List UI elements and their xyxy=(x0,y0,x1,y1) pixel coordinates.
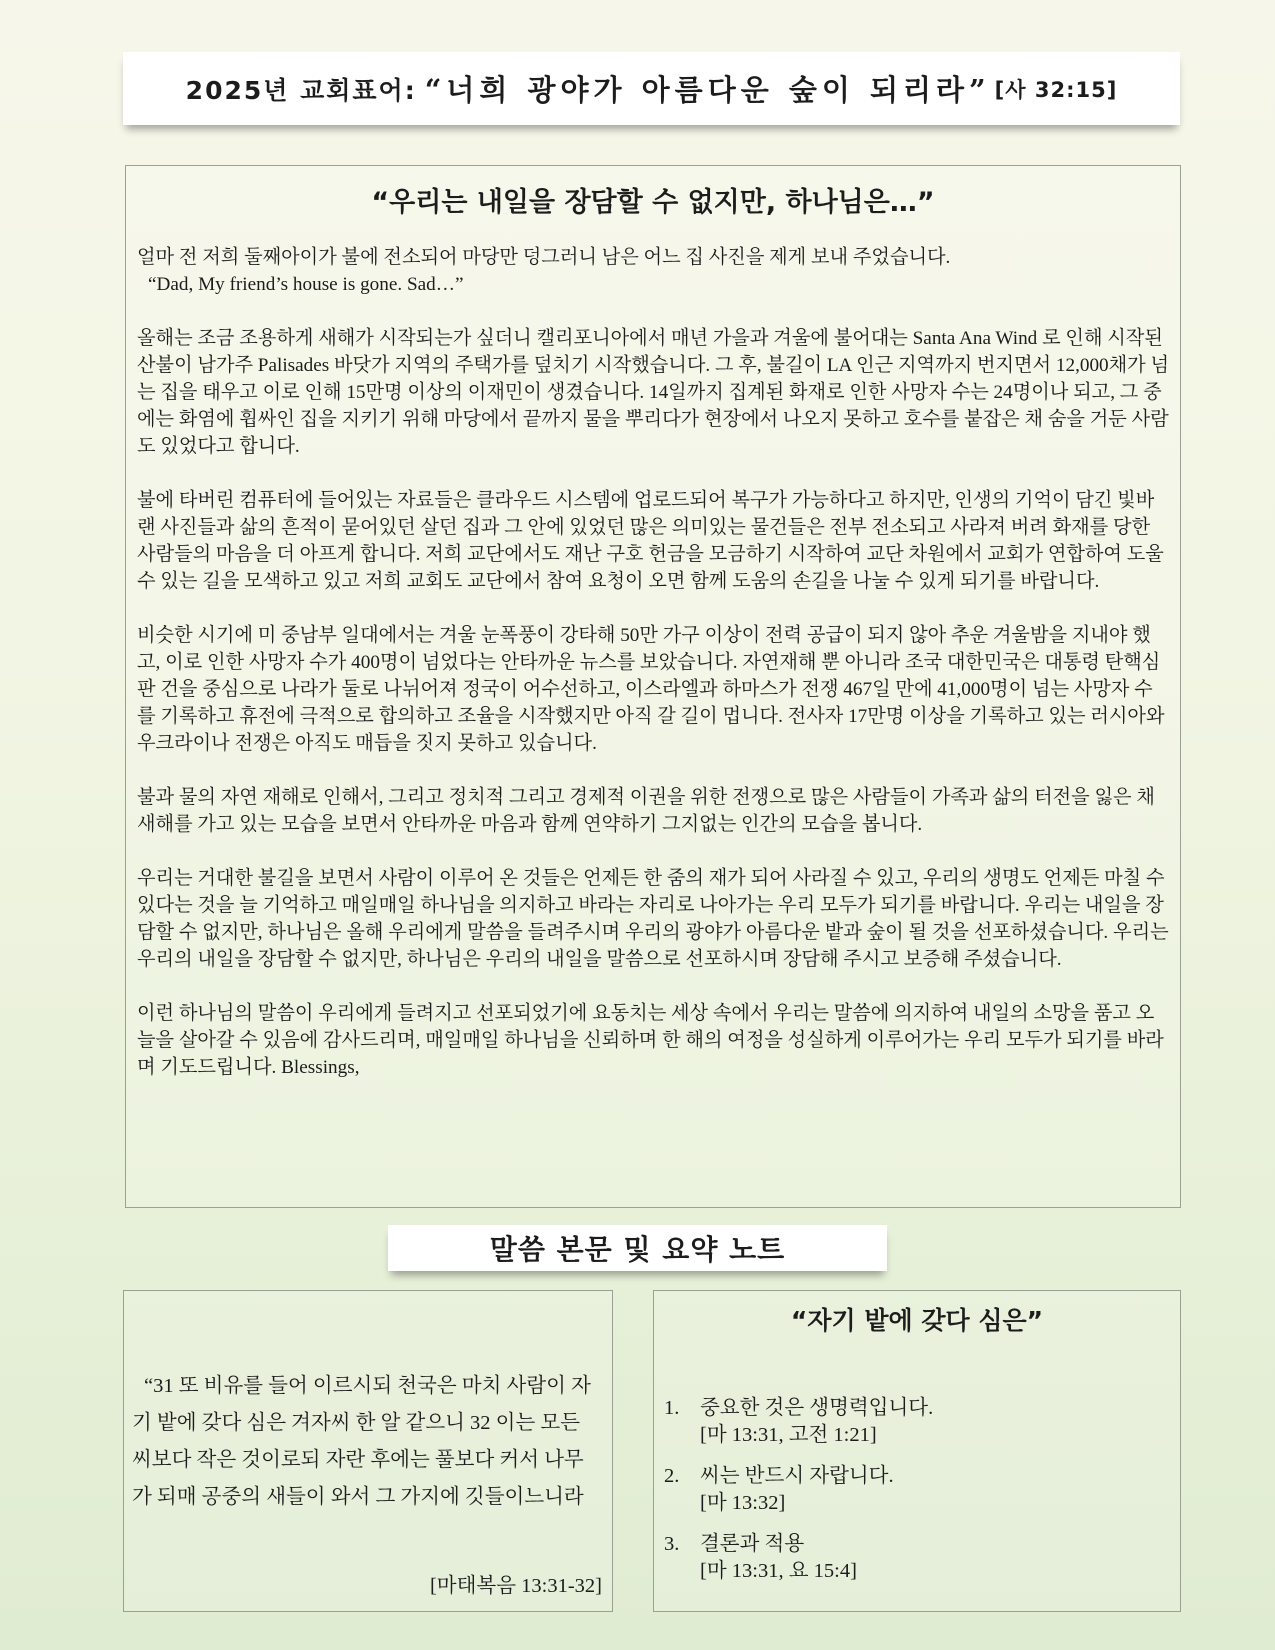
scripture-passage: “31 또 비유를 들어 이르시되 천국은 마치 사람이 자기 밭에 갖다 심은 겨자씨 한 알 같으니 32 이는 모든 씨보다 작은 것이로되 자란 후에는 풀보다 커서 나무가 되매 공중의 새들이 와서 그 가지에 깃들이느니라 xyxy=(132,1375,591,1508)
scripture-box xyxy=(123,1290,613,1612)
letter-paragraph: 이런 하나님의 말씀이 우리에게 들려지고 선포되었기에 요동치는 세상 속에서 우리는 말씀에 의지하여 내일의 소망을 품고 오늘을 살아갈 수 있음에 감사드리며, 매일매일 하나님을 신뢰하며 한 해의 여정을 성실하게 이루어가는 우리 모두가 되기를 바라며 기도드립니다. Blessings, xyxy=(137,1003,1164,1078)
letter-paragraph: 올해는 조금 조용하게 새해가 시작되는가 싶더니 캘리포니아에서 매년 가을과 겨울에 불어대는 Santa Ana Wind 로 인해 시작된 산불이 남가주 Palisades 바닷가 지역의 주택가를 덮치기 시작했습니다. 그 후, 불길이 LA 인근 지역까지 번지면서 12,000채가 넘는 집을 태우고 이로 인해 15만명 이상의 이재민이 생겼습니다. 14일까지 집계된 화재로 인한 사망자 수는 24명이나 되고, 그 중에는 화염에 휩싸인 집을 지키기 위해 마당에서 끝까지 물을 뿌리다가 현장에서 나오지 못하고 호수를 붙잡은 채 숨을 거둔 사람도 있었다고 합니다. xyxy=(137,328,1170,457)
outline-item xyxy=(664,1531,1170,1585)
scripture-text xyxy=(132,1368,598,1516)
sermon-notes-box xyxy=(653,1290,1181,1612)
letter-body xyxy=(137,244,1170,1108)
outline-number: 1. xyxy=(664,1397,680,1419)
letter-paragraph: 불과 물의 자연 재해로 인해서, 그리고 정치적 그리고 경제적 이권을 위한 전쟁으로 많은 사람들이 가족과 삶의 터전을 잃은 채 새해를 가고 있는 모습을 보면서 안타까운 마음과 함께 연약하기 그지없는 인간의 모습을 봅니다. xyxy=(137,787,1155,835)
motto-reference: [사 32:15] xyxy=(994,77,1118,102)
sermon-title: “자기 밭에 갖다 심은” xyxy=(790,1306,1044,1335)
section-title-banner: 말씀 본문 및 요약 노트 xyxy=(388,1225,887,1271)
letter-quote: “Dad, My friend’s house is gone. Sad…” xyxy=(148,274,464,295)
letter-paragraph: 불에 타버린 컴퓨터에 들어있는 자료들은 클라우드 시스템에 업로드되어 복구가 가능하다고 하지만, 인생의 기억이 담긴 빛바랜 사진들과 삶의 흔적이 묻어있던 살던 집과 그 안에 있었던 많은 의미있는 물건들은 전부 전소되고 사라져 버려 화재를 당한 사람들의 마음을 더 아프게 합니다. 저희 교단에서도 재난 구호 헌금을 모금하기 시작하여 교단 차원에서 교회가 연합하여 도울 수 있는 길을 모색하고 있고 저희 교회도 교단에서 참여 요청이 오면 함께 도움의 손길을 나눌 수 있게 되기를 바랍니다. xyxy=(137,490,1164,592)
letter-title: “우리는 내일을 장담할 수 없지만, 하나님은…” xyxy=(371,187,935,218)
outline-point: 씨는 반드시 자랍니다. xyxy=(700,1465,894,1487)
outline-number: 3. xyxy=(664,1533,680,1555)
church-motto-banner xyxy=(123,52,1180,125)
outline-point: 결론과 적용 xyxy=(700,1533,805,1555)
outline-item xyxy=(664,1463,1170,1517)
outline-item xyxy=(664,1395,1170,1449)
outline-point: 중요한 것은 생명력입니다. xyxy=(700,1397,934,1419)
letter-paragraph: 비슷한 시기에 미 중남부 일대에서는 겨울 눈폭풍이 강타해 50만 가구 이상이 전력 공급이 되지 않아 추운 겨울밤을 지내야 했고, 이로 인한 사망자 수가 400명이 넘었다는 안타까운 뉴스를 보았습니다. 자연재해 뿐 아니라 조국 대한민국은 대통령 탄핵심판 건을 중심으로 나라가 둘로 나뉘어져 정국이 어수선하고, 이스라엘과 하마스가 전쟁 467일 만에 41,000명이 넘는 사망자 수를 기록하고 휴전에 극적으로 합의하고 조율을 시작했지만 아직 갈 길이 멉니다. 전사자 17만명 이상을 기록하고 있는 러시아와 우크라이나 전쟁은 아직도 매듭을 짓지 못하고 있습니다. xyxy=(137,625,1165,754)
outline-reference: [마 13:32] xyxy=(700,1492,786,1514)
outline-number: 2. xyxy=(664,1465,680,1487)
pastor-letter-box xyxy=(125,165,1181,1208)
scripture-reference: [마태복음 13:31-32] xyxy=(429,1575,602,1597)
outline-reference: [마 13:31, 요 15:4] xyxy=(700,1560,857,1582)
motto-text: “너희 광야가 아름다운 숲이 되리라” xyxy=(424,73,991,107)
letter-paragraph: 얼마 전 저희 둘째아이가 불에 전소되어 마당만 덩그러니 남은 어느 집 사진을 제게 보내 주었습니다. xyxy=(137,247,951,268)
outline-reference: [마 13:31, 고전 1:21] xyxy=(700,1424,877,1446)
sermon-outline xyxy=(664,1395,1170,1599)
motto-year-label: 2025년 교회표어: xyxy=(185,75,417,105)
letter-paragraph: 우리는 거대한 불길을 보면서 사람이 이루어 온 것들은 언제든 한 줌의 재가 되어 사라질 수 있고, 우리의 생명도 언제든 마칠 수 있다는 것을 늘 기억하고 매일매일 하나님을 의지하고 바라는 자리로 나아가는 우리 모두가 되기를 바랍니다. 우리는 내일을 장담할 수 없지만, 하나님은 올해 우리에게 말씀을 들려주시며 우리의 광야가 아름다운 밭과 숲이 될 것을 선포하셨습니다. 우리는 우리의 내일을 장담할 수 없지만, 하나님은 우리의 내일을 말씀으로 선포하시며 장담해 주시고 보증해 주셨습니다. xyxy=(137,868,1169,970)
